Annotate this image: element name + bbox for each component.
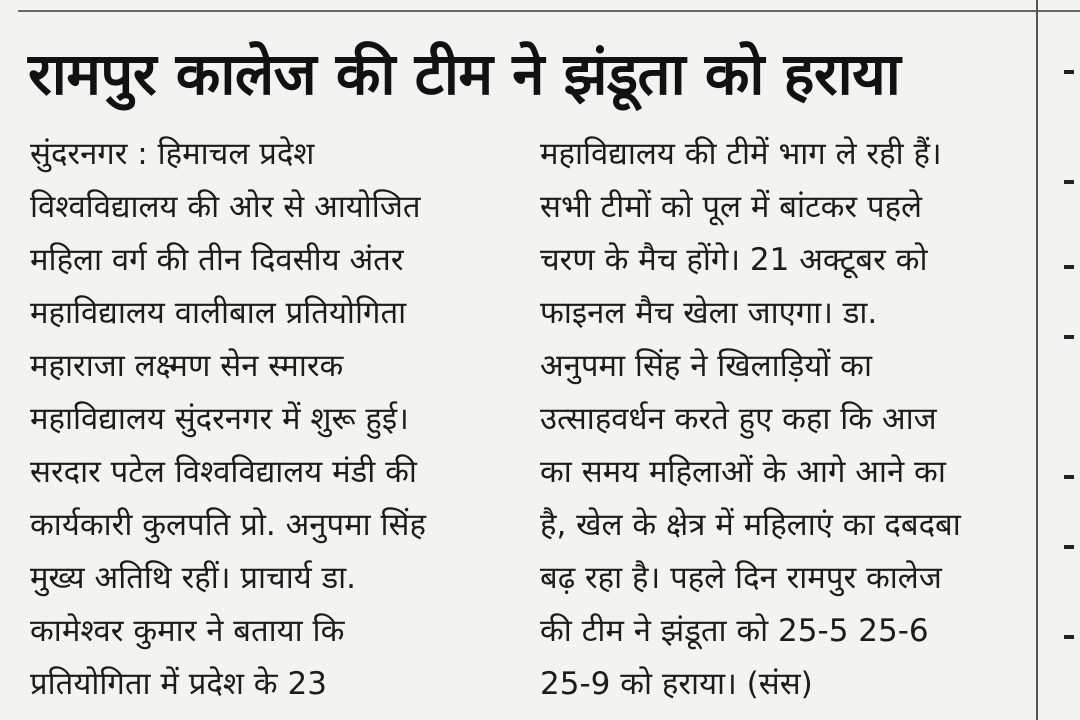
article-line: फाइनल मैच खेला जाएगा। डा. — [540, 295, 878, 331]
article-line: सभी टीमों को पूल में बांटकर पहले — [540, 189, 923, 225]
article-line: सुंदरनगर : हिमाचल प्रदेश — [30, 136, 315, 172]
article-line: मुख्य अतिथि रहीं। प्राचार्य डा. — [30, 560, 357, 596]
article-line: विश्वविद्यालय की ओर से आयोजित — [30, 189, 421, 225]
article-line: कामेश्वर कुमार ने बताया कि — [30, 613, 345, 649]
article-line: का समय महिलाओं के आगे आने का — [540, 454, 946, 490]
edge-fragment-mark — [1064, 335, 1074, 339]
article-line: महिला वर्ग की तीन दिवसीय अंतर — [30, 242, 404, 278]
article-line: कार्यकारी कुलपति प्रो. अनुपमा सिंह — [30, 507, 426, 543]
column-divider-rule — [1036, 0, 1038, 720]
edge-fragment-mark — [1064, 545, 1074, 549]
article-line: है, खेल के क्षेत्र में महिलाएं का दबदबा — [540, 507, 961, 543]
article-line: महाविद्यालय वालीबाल प्रतियोगिता — [30, 295, 407, 331]
article-line: महाविद्यालय की टीमें भाग ले रही हैं। — [540, 136, 942, 172]
edge-fragment-mark — [1064, 180, 1074, 184]
article-line: महाविद्यालय सुंदरनगर में शुरू हुई। — [30, 401, 409, 437]
edge-fragment-mark — [1064, 70, 1074, 74]
article-column-right — [540, 128, 1010, 711]
edge-fragment-mark — [1064, 265, 1074, 269]
top-border-rule — [18, 0, 1080, 12]
article-line: उत्साहवर्धन करते हुए कहा कि आज — [540, 401, 937, 437]
article-line: बढ़ रहा है। पहले दिन रामपुर कालेज — [540, 560, 942, 596]
article-column-left — [30, 128, 500, 711]
edge-fragment-mark — [1064, 635, 1074, 639]
article-line: सरदार पटेल विश्वविद्यालय मंडी की — [30, 454, 417, 490]
edge-fragment-mark — [1064, 475, 1074, 479]
article-line: की टीम ने झंडूता को 25-5 25-6 — [540, 613, 929, 649]
article-line: 25-9 को हराया। (संस) — [540, 666, 813, 702]
article-line: अनुपमा सिंह ने खिलाड़ियों का — [540, 348, 873, 384]
article-line: प्रतियोगिता में प्रदेश के 23 — [30, 666, 327, 702]
article-line: महाराजा लक्ष्मण सेन स्मारक — [30, 348, 344, 384]
adjacent-article-edge — [1040, 0, 1080, 720]
article-line: चरण के मैच होंगे। 21 अक्टूबर को — [540, 242, 928, 278]
article-headline: रामपुर कालेज की टीम ने झंडूता को हराया — [28, 40, 901, 108]
